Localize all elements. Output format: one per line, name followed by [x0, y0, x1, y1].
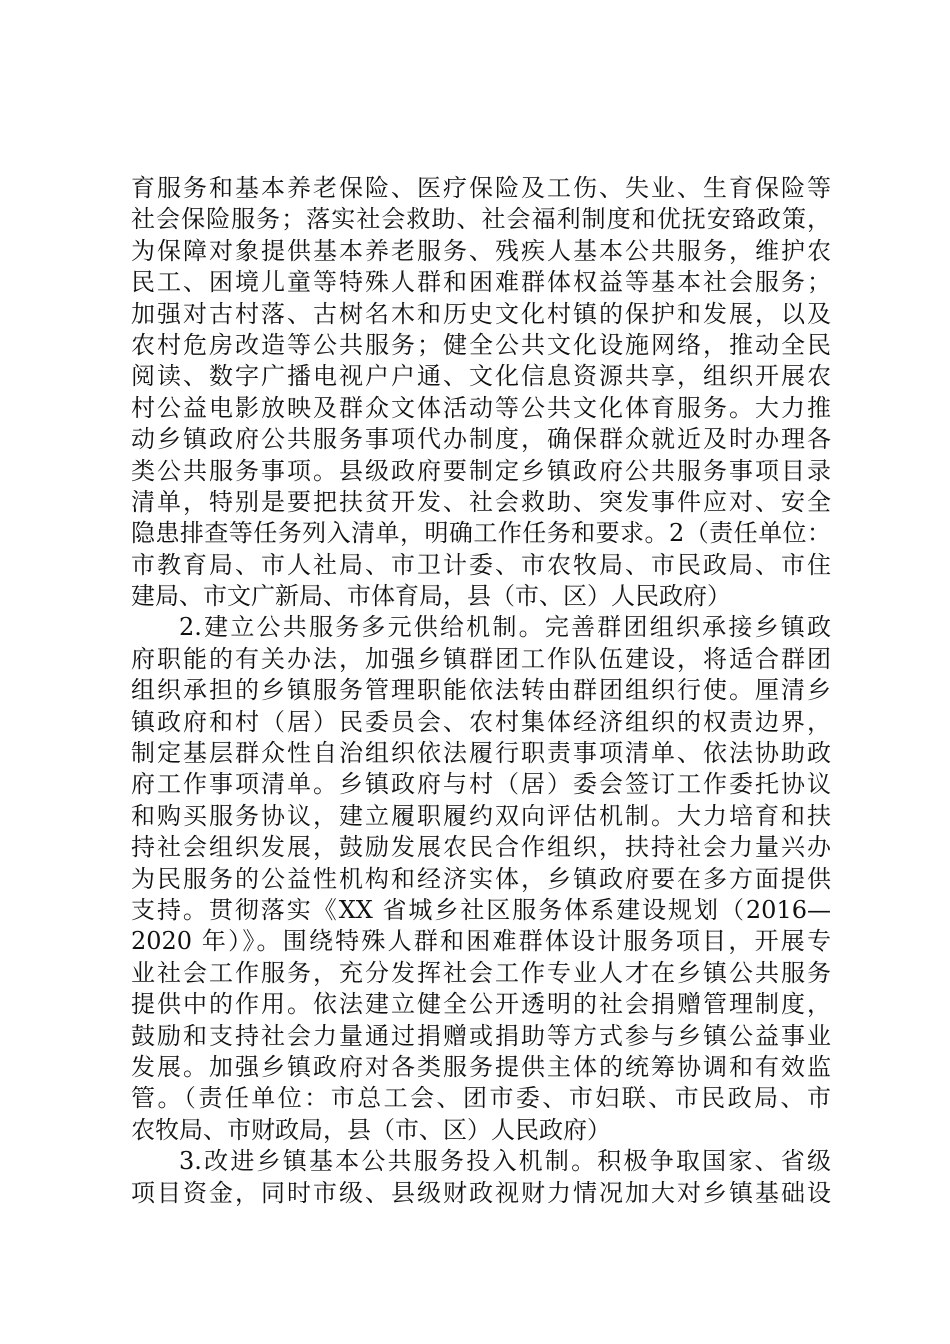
- text-line: 农村危房改造等公共服务；健全公共文化设施网络，推动全民: [131, 330, 831, 359]
- text-line: 为民服务的公益性机构和经济实体，乡镇政府要在多方面提供: [131, 864, 831, 893]
- text-line: 和购买服务协议，建立履职履约双向评估机制。大力培育和扶: [131, 801, 831, 830]
- text-line: 为保障对象提供基本养老服务、残疾人基本公共服务，维护农: [131, 236, 831, 265]
- text-line: 清单，特别是要把扶贫开发、社会救助、突发事件应对、安全: [131, 487, 831, 516]
- text-line: 提供中的作用。依法建立健全公开透明的社会捐赠管理制度，: [131, 990, 831, 1019]
- text-line: 鼓励和支持社会力量通过捐赠或捐助等方式参与乡镇公益事业: [131, 1021, 831, 1050]
- text-line: 管。（责任单位：市总工会、团市委、市妇联、市民政局、市: [131, 1084, 831, 1113]
- text-line: 发展。加强乡镇政府对各类服务提供主体的统筹协调和有效监: [131, 1052, 831, 1081]
- text-line: 支持。贯彻落实《XX 省城乡社区服务体系建设规划（2016—: [131, 895, 831, 924]
- text-line: 隐患排查等任务列入清单，明确工作任务和要求。2（责任单位：: [131, 519, 831, 548]
- text-line: 府工作事项清单。乡镇政府与村（居）委会签订工作委托协议: [131, 770, 831, 799]
- text-line: 项目资金，同时市级、县级财政视财力情况加大对乡镇基础设: [131, 1178, 831, 1207]
- text-line: 加强对古村落、古树名木和历史文化村镇的保护和发展，以及: [131, 299, 831, 328]
- text-line: 制定基层群众性自治组织依法履行职责事项清单、依法协助政: [131, 739, 831, 768]
- text-line: 动乡镇政府公共服务事项代办制度，确保群众就近及时办理各: [131, 425, 831, 454]
- paragraph-end-line: 农牧局、市财政局，县（市、区）人民政府）: [131, 1115, 611, 1144]
- text-line: 市教育局、市人社局、市卫计委、市农牧局、市民政局、市住: [131, 550, 831, 579]
- paragraph-start-line: 3.改进乡镇基本公共服务投入机制。积极争取国家、省级: [179, 1147, 831, 1176]
- paragraph-end-line: 建局、市文广新局、市体育局，县（市、区）人民政府）: [131, 582, 731, 611]
- paragraph-start-line: 2.建立公共服务多元供给机制。完善群团组织承接乡镇政: [179, 613, 831, 642]
- text-line: 阅读、数字广播电视户户通、文化信息资源共享，组织开展农: [131, 362, 831, 391]
- text-line: 镇政府和村（居）民委员会、农村集体经济组织的权责边界，: [131, 707, 831, 736]
- body-text: [131, 173, 831, 1209]
- text-line: 民工、困境儿童等特殊人群和困难群体权益等基本社会服务；: [131, 268, 831, 297]
- text-line: 社会保险服务；落实社会救助、社会福利制度和优抚安臵政策，: [131, 205, 831, 234]
- text-line: 府职能的有关办法，加强乡镇群团工作队伍建设，将适合群团: [131, 644, 831, 673]
- text-line: 育服务和基本养老保险、医疗保险及工伤、失业、生育保险等: [131, 174, 831, 202]
- text-line: 类公共服务事项。县级政府要制定乡镇政府公共服务事项目录: [131, 456, 831, 485]
- text-line: 持社会组织发展，鼓励发展农民合作组织，扶持社会力量兴办: [131, 833, 831, 862]
- text-line: 组织承担的乡镇服务管理职能依法转由群团组织行使。厘清乡: [131, 676, 831, 705]
- text-line: 业社会工作服务，充分发挥社会工作专业人才在乡镇公共服务: [131, 958, 831, 987]
- text-line: 村公益电影放映及群众文体活动等公共文化体育服务。大力推: [131, 393, 831, 422]
- text-line: 2020 年）》。围绕特殊人群和困难群体设计服务项目，开展专: [131, 927, 831, 956]
